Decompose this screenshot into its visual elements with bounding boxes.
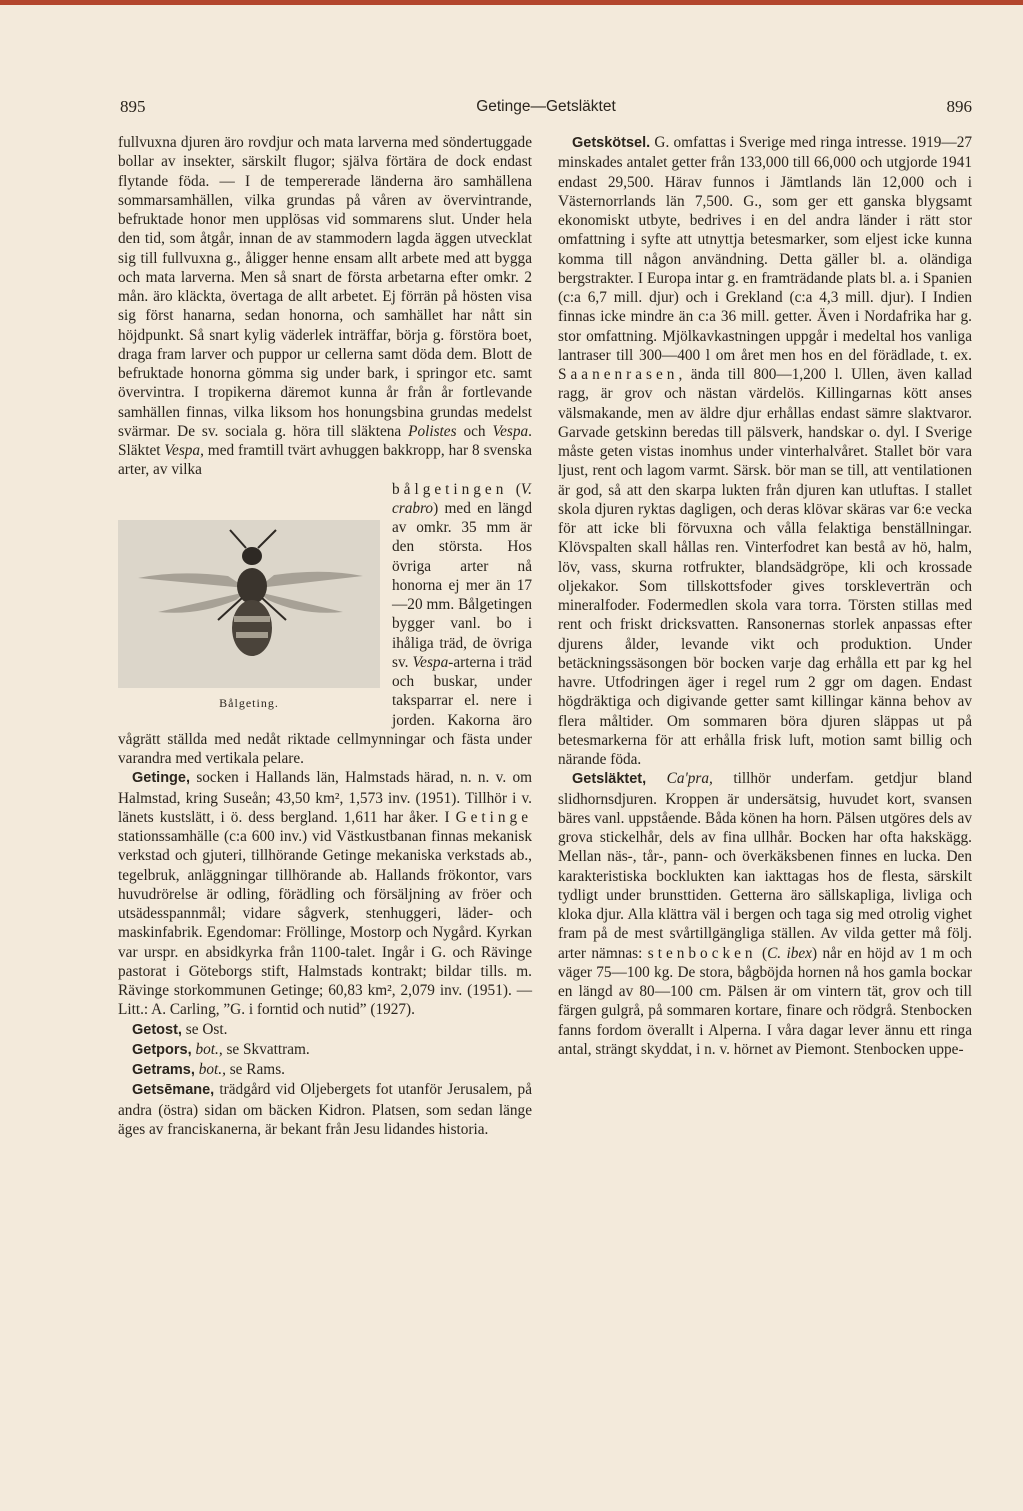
- paragraph-getingar-cont: bålgetingen (V. crabro) med en längd av omkr. 35 mm är den största. Hos övriga arter nå honorna ej mer än 17—20 mm. Bålgetingen bygger vanl. bo i ihåliga träd, de övriga sv. Vespa-arterna i träd och buskar, under taksparrar el. nere i jorden. Kakorna äro vågrätt ställda med nedåt riktade cellmynningar och fästa under varandra med vertikala pelare.: [118, 480, 532, 767]
- paragraph-getingar: fullvuxna djuren äro rovdjur och mata larverna med söndertuggade bollar av insekter, särskilt flugor; själva förtära de dock endast flytande föda. — I de tempererade länderna äro samhällena sommarsamhällen, vilka grundas på våren av övervintrande, befruktade honor men upplösas vid sommarens slut. Under hela den tid, som åtgår, innan de av stammodern lagda äggen utvecklat sig till fullvuxna g., åligger henne ensam allt arbete med att bygga och mata larverna. Men så snart de första arbetarna efter omkr. 2 mån. äro kläckta, övertaga de allt arbetet. Ej förrän på hösten visa sig först hanarna, sedan honorna, och samhället har nått sin höjdpunkt. Så snart kylig väderlek inträffar, börja g. förstöra boet, draga fram larver och puppor ur cellerna samt döda dem. Blott de befruktade honorna gömma sig under bark, i springor etc. samt övervintra. I tropikerna däremot kunna år från år fortlevande samhällen finnas, vilka liksom hos honungsbina grundas medelst svärmar. De sv. sociala g. höra till släktena Polistes och Vespa. Släktet Vespa, med framtill tvärt avhuggen bakkropp, har 8 svenska arter, av vilka: [118, 134, 533, 479]
- figure-caption: Bålgeting.: [219, 695, 279, 710]
- wasp-photo-icon: [118, 520, 380, 688]
- entry-getsemane: Getsēmane, trädgård vid Oljebergets fot utanför Jerusalem, på andra (östra) sidan om bäcken Kidron. Platsen, som sedan länge äges av franciskanerna, är bekant från Jesu lidandes historia.: [118, 1081, 532, 1138]
- running-title: Getinge—Getsläktet: [476, 98, 616, 115]
- top-rule: [0, 0, 1023, 5]
- entry-getinge: Getinge, socken i Hallands län, Halmstads härad, n. n. v. om Halmstad, kring Suseån; 43,50 km², 1,573 inv. (1951). Tillhör i v. länets kustslätt, i ö. dess bergland. 1,611 har åker. I Getinge stationssamhälle (c:a 600 inv.) vid Västkustbanan finnas mekanisk verkstad och gjuteri, tillhörande Getinge mekaniska verkstads ab., tegelbruk, anläggningar tillhörande ab. Hallands frökontor, vars huvudrörelse är odling, förädling och försäljning av fröer och utsädesspannmål; vidare sågverk, stenhuggeri, läder- och maskinfabrik. Egendomar: Fröllinge, Mostorp och Nygård. Kyrkan var urspr. en absidkyrka från 1100-talet. Ingår i G. och Rävinge pastorat i Göteborgs stift, Halmstads kontrakt; bildar tills. m. Rävinge storkommunen Getinge; 60,83 km², 2,079 inv. (1951). — Litt.: A. Carling, ”G. i forntid och nutid” (1927).: [118, 769, 532, 1019]
- entry-getpors: Getpors, bot., se Skvattram.: [132, 1040, 310, 1058]
- entry-getslaktet: Getsläktet, Ca'pra, tillhör underfam. getdjur bland slidhornsdjuren. Kroppen är undersätsig, huvudet kort, svansen bäres vanl. uppstående. Båda könen ha horn. Pälsen utgöres dels av grova stickelhår, dels av fina ullhår. Bocken har ofta hakskägg. Mellan näs-, tår-, pann- och överkäksbenen finnes en lucka. Den karakteristiska bocklukten kan iakttagas hos de flesta, särskilt tydligt under brunsttiden. Getterna äro sällskapliga, livliga och kloka djur. Alla klättra väl i bergen och taga sig med otrolig vighet fram på de mest svårtillgängliga ställen. Av vilda getter må följ. arter nämnas: stenbocken (C. ibex) når en höjd av 1 m och väger 75—100 kg. De stora, bågböjda hornen nå hos gamla bockar en längd av 80—100 cm. Pälsen är om vintern tät, grov och till färgen gulgrå, på sommaren kortare, finare och rödgrå. Stenbocken fanns fordom överallt i Alperna. I våra dagar lever ännu ett ringa antal, strängt skyddat, i n. v. hörnet av Piemont. Stenbocken uppe-: [558, 770, 972, 1058]
- page-number-right: 896: [946, 97, 972, 116]
- page-header: [120, 97, 972, 123]
- figure-balgeting: [118, 520, 380, 713]
- left-column: [118, 133, 532, 1139]
- entry-getskotsel: Getskötsel. G. omfattas i Sverige med ringa intresse. 1919—27 minskades antalet getter från 133,000 till 66,000 och utgjorde 1941 endast 29,500. Härav funnos i Jämtlands län 12,000 och i Västernorrlands län 7,500. G., som ger ett ganska blygsamt ekonomiskt utbyte, bedrives i en del andra länder i rätt stor omfattning i syfte att utnyttja betesmarker, som eljest icke kunna komma till någon användning. Detta gäller bl. a. oländiga bergstrakter. I Europa intar g. en framträdande plats bl. a. i Spanien (c:a 6,7 mill. djur) och i Grekland (c:a 4,3 mill. djur). I Indien finnas icke mindre än c:a 36 mill. getter. Även i Nordafrika har g. stor omfattning. Mjölkavkastningen uppgår i medeltal hos vanliga lantraser till 300—400 l om året men hos en del förädlade, t. ex. Saanenrasen, ända till 800—1,200 l. Ullen, även kallad ragg, är grov och nästan värdelös. Killingarnas kött anses välsmakande, men av äldre djur erhållas endast sämre slaktvaror. Garvade getskinn beredas till pälsverk, handskar o. dyl. I Sverige måste geten vistas inomhus under vinterhalvåret. Stallet bör vara ljust, rent och lagom varmt. Särsk. bör man se till, att ventilationen är god, så att den skarpa lukten från djuren kan utluftas. I stallet skola djuren ryktas dagligen, och deras klövar skäras var 6:e vecka för att icke bli förvuxna och vålla felaktiga benställningar. Klövspalten skall hållas ren. Vinterfodret kan bestå av hö, halm, löv, vass, skurna rotfrukter, blandsädgröpe, kli och krossade oljekakor. Som tillskottsfoder gives torskleverträn och mineralfoder. Fodermedlen skola vara torra. Törsten stillas med rent och friskt dricksvatten. Ransonernas storlek anpassas efter djurens ålder, levande vikt och produktion. Under betäckningssäsongen bör bocken varje dag erhålla ett par kg hel havre. Utfodringen äger i regel rum 2 ggr om dagen. Endast högdräktiga och digivande getter samt killingar känna behov av flera måltider. Om sommaren böra djuren släppas ut på betesmarkerna för att erhålla frisk luft, motion samt billig och närande föda.: [558, 134, 972, 768]
- entry-getost: Getost, se Ost.: [132, 1020, 228, 1038]
- page-number-left: 895: [120, 97, 146, 116]
- entry-getrams: Getrams, bot., se Rams.: [132, 1061, 285, 1078]
- right-column: [558, 133, 972, 1059]
